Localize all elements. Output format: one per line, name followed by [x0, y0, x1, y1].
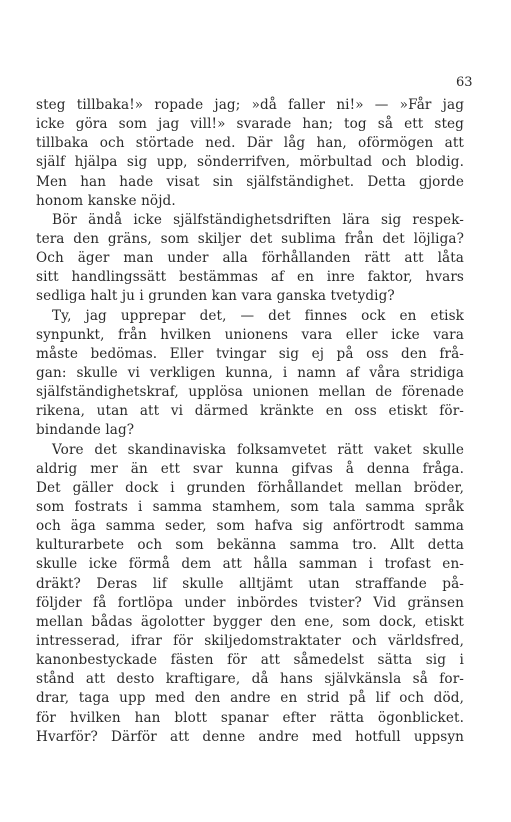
text-line: själf hjälpa sig upp, sönderrifven, mörbultad och blodig. — [36, 154, 464, 171]
text-line: aldrig mer än ett svar kunna gifvas å denna fråga. — [36, 460, 464, 477]
text-line: mellan bådas ägolotter bygger den ene, som dock, etiskt — [36, 613, 464, 630]
text-line: sedliga halt ju i grunden kan vara ganska tvetydig? — [36, 288, 395, 305]
text-line: drar, taga upp med den andre en strid på lif och död, — [36, 690, 464, 707]
text-line: Ty, jag upprepar det, — det finnes ock en etisk — [52, 307, 464, 324]
text-line: Och äger man under alla förhållanden rätt att låta — [36, 250, 464, 267]
text-line: icke göra som jag vill!» svarade han; tog så ett steg — [36, 116, 464, 133]
text-line: Vore det skandinaviska folksamvetet rätt vaket skulle — [52, 441, 464, 458]
text-line: intresserad, ifrar för skiljedomstraktater och världsfred, — [36, 632, 464, 649]
text-line: som fostrats i samma stamhem, som tala samma språk — [36, 498, 464, 515]
text-line: Det gäller dock i grunden förhållandet mellan bröder, — [36, 479, 464, 496]
text-line: Bör ändå icke själfständighetsdriften lära sig respek- — [52, 211, 464, 228]
text-line: Hvarför? Därför att denne andre med hotfull uppsyn — [36, 728, 464, 745]
text-line: måste bedömas. Eller tvingar sig ej på oss den frå- — [36, 345, 464, 362]
text-line: honom kanske nöjd. — [36, 192, 176, 209]
text-line: själfständighetskraf, upplösa unionen mellan de förenade — [36, 384, 464, 401]
text-line: tillbaka och störtade ned. Där låg han, oförmögen att — [36, 135, 464, 152]
page-number: 63 — [456, 75, 473, 90]
text-line: skulle icke förmå dem att hålla samman i trofast en- — [36, 556, 464, 573]
text-line: kanonbestyckade fästen för att såmedelst sätta sig i — [36, 652, 464, 669]
text-line: bindande lag? — [36, 422, 135, 439]
text-line: följder få fortlöpa under inbördes tvister? Vid gränsen — [36, 594, 464, 611]
text-line: sitt handlingssätt bestämmas af en inre faktor, hvars — [36, 269, 464, 286]
text-line: rikena, utan att vi därmed kränkte en oss etiskt för- — [36, 403, 464, 420]
page-text — [36, 96, 464, 747]
text-line: gan: skulle vi verkligen kunna, i namn af våra stridiga — [36, 364, 464, 381]
text-line: dräkt? Deras lif skulle alltjämt utan straffande på- — [36, 575, 464, 592]
text-line: och äga samma seder, som hafva sig anförtrodt samma — [36, 518, 464, 535]
text-line: steg tillbaka!» ropade jag; »då faller ni!» — »Får jag — [36, 97, 464, 113]
text-line: stånd att desto kraftigare, då hans självkänsla så for- — [36, 671, 464, 688]
text-line: Men han hade visat sin själfständighet. Detta gjorde — [36, 173, 464, 190]
text-line: kulturarbete och som bekänna samma tro. Allt detta — [36, 537, 464, 554]
text-line: synpunkt, från hvilken unionens vara eller icke vara — [36, 326, 464, 343]
text-line: för hvilken han blott spanar efter rätta ögonblicket. — [36, 709, 464, 726]
text-line: tera den gräns, som skiljer det sublima från det löjliga? — [36, 230, 464, 247]
